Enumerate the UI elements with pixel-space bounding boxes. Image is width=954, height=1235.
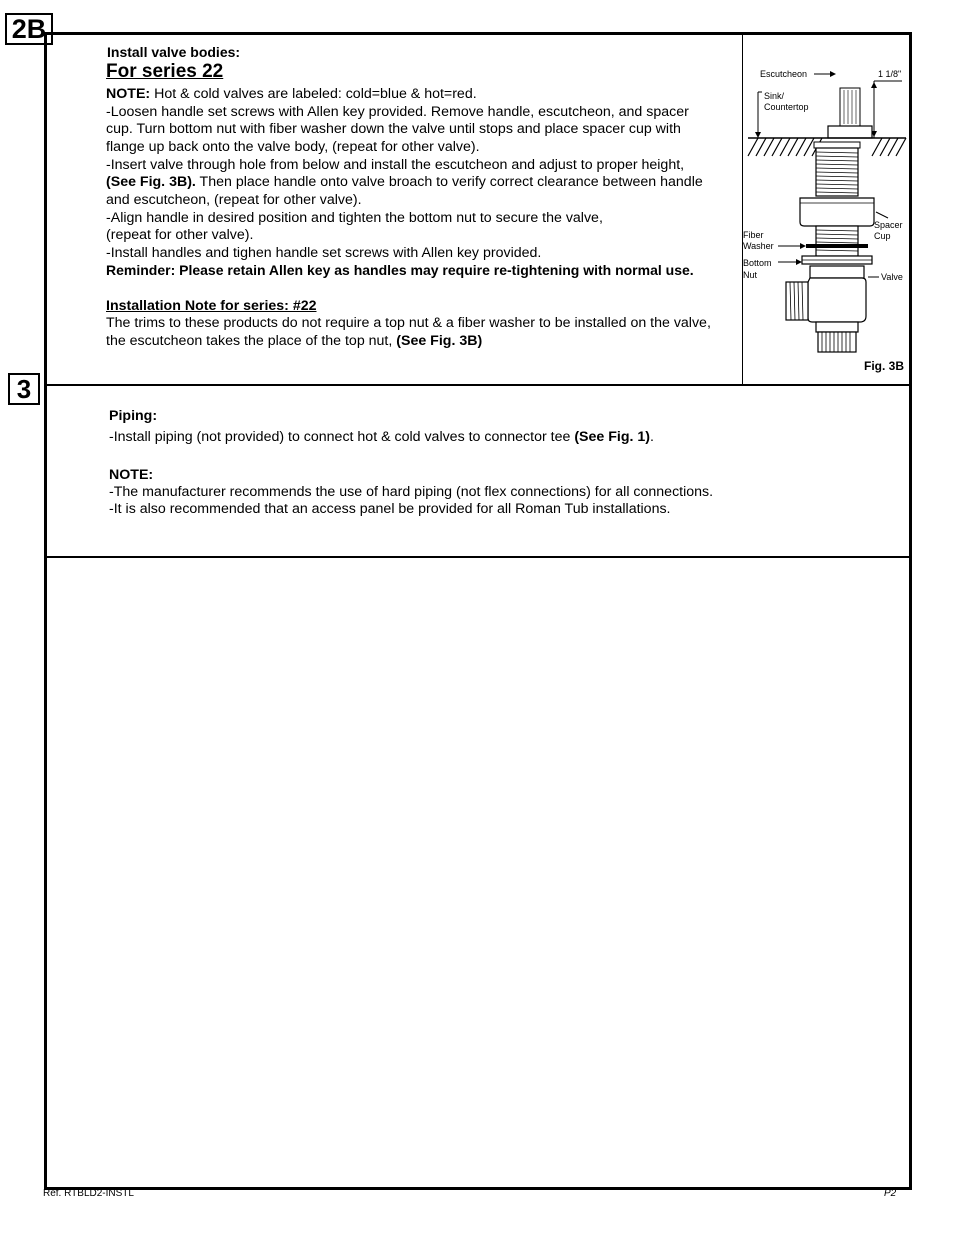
- install-note-text: the escutcheon takes the place of the top nut,: [106, 333, 397, 349]
- fig-reference: (See Fig. 3B): [396, 333, 483, 349]
- install-note-title: Installation Note for series: #22: [106, 298, 317, 314]
- footer-ref: Ref. RTBLD2-INSTL: [43, 1188, 134, 1199]
- fiber-washer: [806, 244, 868, 248]
- instruction-line: (repeat for other valve).: [106, 227, 254, 243]
- escutcheon-part: [828, 126, 872, 138]
- arrow-icon: [796, 259, 802, 265]
- valve-stem: [840, 88, 860, 126]
- arrow-icon: [830, 71, 836, 77]
- piping-text: -Install piping (not provided) to connect hot & cold valves to connector tee: [109, 429, 575, 445]
- fig-3b-diagram: [740, 60, 908, 380]
- fig-reference: (See Fig. 3B).: [106, 174, 196, 190]
- install-note-line: [106, 333, 482, 351]
- instruction-line: [106, 174, 703, 192]
- arrow-icon: [871, 82, 877, 88]
- note-text: Hot & cold valves are labeled: cold=blue & hot=red.: [150, 86, 477, 102]
- arrow-icon: [800, 243, 806, 249]
- step-number-3: 3: [8, 373, 40, 405]
- label-spacer-2: Cup: [874, 231, 891, 241]
- series-title: For series 22: [106, 61, 224, 82]
- spacer-cup: [800, 198, 874, 226]
- step-3-note-line: -It is also recommended that an access panel be provided for all Roman Tub installations.: [109, 501, 671, 517]
- step-3-note-label: NOTE:: [109, 467, 154, 483]
- label-escutcheon: Escutcheon: [760, 69, 808, 79]
- footer-page: P2: [884, 1188, 897, 1199]
- instruction-line: and escutcheon, (repeat for other valve).: [106, 192, 362, 208]
- label-fiber-2: Washer: [743, 241, 774, 251]
- fig-reference: (See Fig. 1): [574, 429, 650, 445]
- instruction-line: -Align handle in desired position and tighten the bottom nut to secure the valve,: [106, 210, 603, 226]
- reminder: Reminder: Please retain Allen key as handles may require re-tightening with normal use.: [106, 262, 694, 278]
- arrow-icon: [755, 132, 761, 138]
- label-bottom-2: Nut: [743, 270, 758, 280]
- step-2b-heading: Install valve bodies:: [107, 44, 241, 60]
- valve-collar: [810, 266, 864, 278]
- note-line: [106, 86, 477, 104]
- valve-body: [808, 278, 866, 322]
- piping-period: .: [650, 429, 654, 445]
- label-bottom-1: Bottom: [743, 258, 772, 268]
- valve-inlet: [786, 282, 808, 320]
- step-3-heading: Piping:: [109, 408, 158, 424]
- step-3-note-line: -The manufacturer recommends the use of hard piping (not flex connections) for all connections.: [109, 484, 714, 500]
- section-3: [47, 386, 909, 558]
- instruction-line: flange up back onto the valve body, (repeat for other valve).: [106, 139, 480, 155]
- label-valve: Valve: [881, 272, 903, 282]
- leader-line: [876, 212, 888, 218]
- instruction-line: -Insert valve through hole from below and install the escutcheon and adjust to proper height,: [106, 157, 685, 173]
- label-spacer-1: Spacer: [874, 220, 903, 230]
- label-fiber-1: Fiber: [743, 230, 764, 240]
- outlet-ring: [816, 322, 858, 332]
- label-sink-1: Sink/: [764, 91, 785, 101]
- install-note-line: The trims to these products do not require a top nut & a fiber washer to be installed on the valve,: [106, 315, 711, 331]
- top-ring: [814, 142, 860, 148]
- instruction-text: Then place handle onto valve broach to verify correct clearance between handle: [195, 174, 703, 190]
- note-label: NOTE:: [106, 86, 151, 102]
- label-sink-2: Countertop: [764, 102, 809, 112]
- piping-line: [109, 429, 654, 447]
- figure-caption: Fig. 3B: [863, 359, 904, 373]
- label-dimension: 1 1/8": [878, 69, 902, 79]
- step-number-2b: 2B: [5, 13, 53, 45]
- instruction-line: cup. Turn bottom nut with fiber washer down the valve until stops and place spacer cup with: [106, 121, 681, 137]
- instruction-line: -Loosen handle set screws with Allen key provided. Remove handle, escutcheon, and spacer: [106, 104, 689, 120]
- instruction-line: -Install handles and tighen handle set screws with Allen key provided.: [106, 245, 542, 261]
